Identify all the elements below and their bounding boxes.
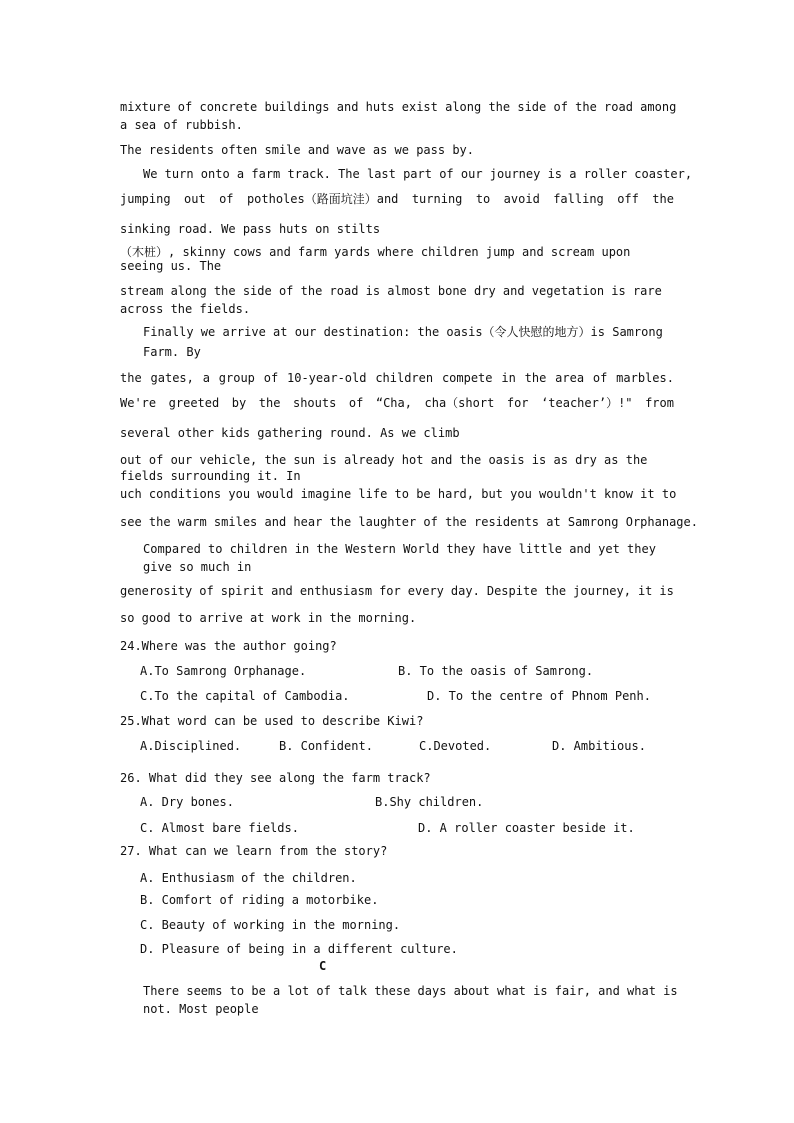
word: of [199,584,214,598]
passage-line: Compared to children in the Western World they have little and yet they [143,542,656,556]
word: the [258,396,281,410]
word: falling [553,192,604,206]
option-d: D. Pleasure of being in a different culture. [140,942,458,956]
option-d: D. A roller coaster beside it. [418,821,635,835]
passage-line: not. Most people [143,1002,259,1016]
passage-line-justified [120,192,674,207]
word: group [218,371,255,385]
passage-line: fields surrounding it. In [120,469,301,483]
word: 10-year-old [287,371,367,385]
word: of [263,371,279,385]
word: off [617,192,639,206]
option-c: C. Almost bare fields. [140,821,299,835]
passage-line: Farm. By [143,345,201,359]
word: “Cha, [375,396,412,410]
passage-line: see the warm smiles and hear the laughter of the residents at Samrong Orphanage. [120,515,698,529]
word: of [592,371,608,385]
option-c: C.To the capital of Cambodia. [140,689,350,703]
word: of [219,192,234,206]
passage-line-justified [120,396,674,411]
word: We're [120,396,157,410]
word: avoid [503,192,540,206]
question-stem: 24.Where was the author going? [120,639,337,653]
word: generosity [120,584,193,598]
word: in [501,371,516,385]
passage-line: across the fields. [120,302,251,316]
word: the [652,192,674,206]
question-stem: 26. What did they see along the farm track? [120,771,431,785]
word: gates, [150,371,194,385]
passage-line: The residents often smile and wave as we pass by. [120,143,475,157]
word: day. [450,584,480,598]
word: is [659,584,674,598]
word: jumping [120,192,171,206]
passage-line: stream along the side of the road is almost bone dry and vegetation is rare [120,284,662,298]
word: it [637,584,653,598]
passage-line: a sea of rubbish. [120,118,243,132]
word: spirit [220,584,265,598]
word: shouts [292,396,337,410]
passage-line: out of our vehicle, the sun is already hot and the oasis is as dry as the [120,453,648,467]
word: turning [411,192,463,206]
option-b: B. To the oasis of Samrong. [398,664,594,678]
option-a: A. Dry bones. [140,795,234,809]
option-a: A.To Samrong Orphanage. [140,664,307,678]
passage-line: seeing us. The [120,259,222,273]
word: the [524,371,547,385]
word: for [379,584,401,598]
option-a: A.Disciplined. [140,739,242,753]
passage-line: We turn onto a farm track. The last part of our journey is a roller coaster, [143,167,693,181]
passage-line: so good to arrive at work in the morning. [120,611,417,625]
word: enthusiasm [299,584,373,598]
word: marbles. [616,371,674,385]
section-heading: C [319,959,327,973]
option-b: B.Shy children. [375,795,484,809]
word: of [348,396,364,410]
word: and [271,584,293,598]
word: area [555,371,585,385]
passage-line: （木桩）, skinny cows and farm yards where children jump and scream upon [120,245,631,259]
passage-line-justified [120,584,674,599]
word: compete [441,371,493,385]
word: ‘teacher’）!" [541,396,633,410]
passage-line: mixture of concrete buildings and huts exist along the side of the road among [120,100,677,114]
option-b: B. Comfort of riding a motorbike. [140,893,379,907]
option-c: C. Beauty of working in the morning. [140,918,401,932]
word: greeted [168,396,220,410]
word: from [645,396,674,410]
word: the [120,371,142,385]
passage-line: several other kids gathering round. As we climb [120,426,460,440]
word: for [506,396,529,410]
passage-line: uch conditions you would imagine life to be hard, but you wouldn't know it to [120,487,677,501]
option-d: D. Ambitious. [552,739,646,753]
option-c: C.Devoted. [419,739,492,753]
option-b: B. Confident. [279,739,373,753]
option-a: A. Enthusiasm of the children. [140,871,357,885]
word: children [375,371,434,385]
word: to [475,192,491,206]
option-d: D. To the centre of Phnom Penh. [427,689,651,703]
word: out [183,192,206,206]
passage-line: There seems to be a lot of talk these days about what is fair, and what is [143,984,678,998]
question-stem: 27. What can we learn from the story? [120,844,388,858]
word: the [544,584,567,598]
passage-line: give so much in [143,560,252,574]
word: a [202,371,210,385]
question-stem: 25.What word can be used to describe Kiwi? [120,714,424,728]
word: cha（short [424,396,495,410]
word: every [407,584,444,598]
word: potholes（路面坑洼）and [246,192,399,206]
word: Despite [486,584,538,598]
word: by [231,396,247,410]
passage-line-justified [120,371,674,386]
word: journey, [573,584,631,598]
passage-line: sinking road. We pass huts on stilts [120,222,381,236]
passage-line: Finally we arrive at our destination: the oasis（令人快慰的地方）is Samrong [143,325,663,339]
